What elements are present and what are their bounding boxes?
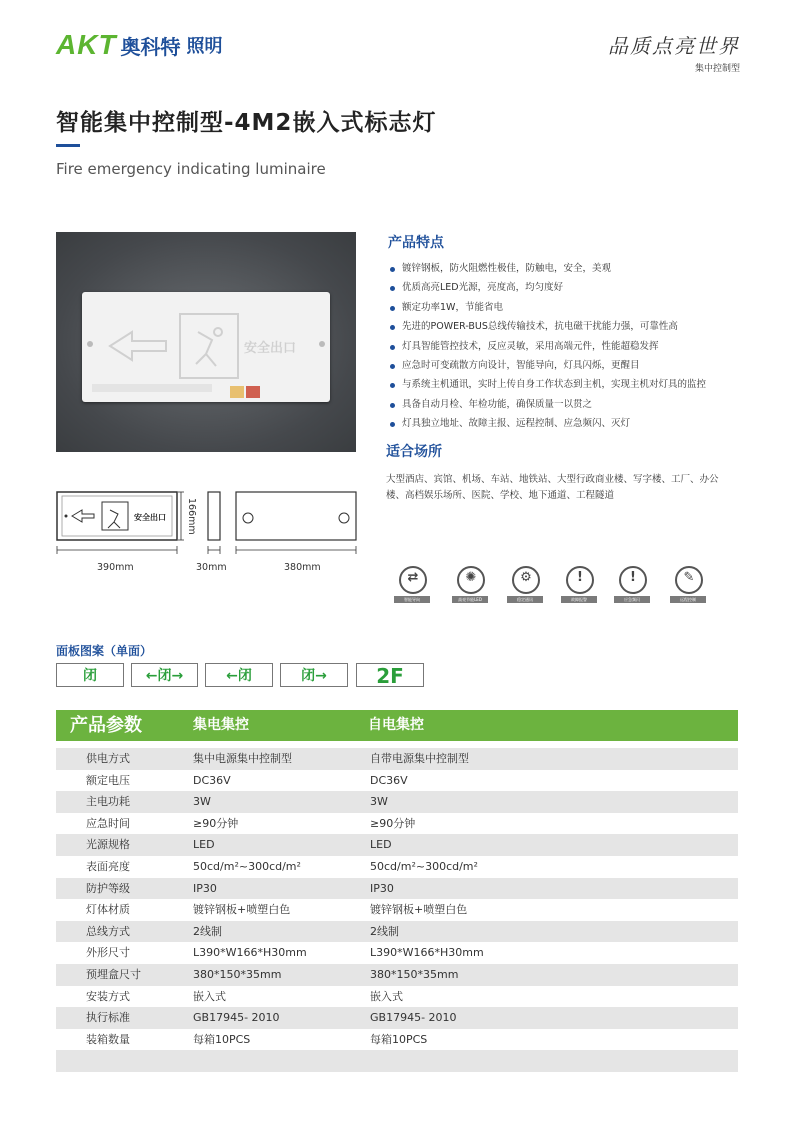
panel-pattern: ←闭 xyxy=(205,663,273,687)
dim-depth: 30mm xyxy=(196,562,227,573)
page-subtitle: Fire emergency indicating luminaire xyxy=(56,160,326,178)
table-row: 安装方式 嵌入式 嵌入式 xyxy=(86,989,403,1003)
table-row: 外形尺寸 L390*W166*H30mm L390*W166*H30mm xyxy=(86,946,484,960)
table-row: 应急时间 ≥90分钟 ≥90分钟 xyxy=(86,816,416,830)
dim-height: 166mm xyxy=(186,498,197,535)
places-text: 大型酒店、宾馆、机场、车站、地铁站、大型行政商业楼、写字楼、工厂、办公楼、高档娱乐场所、医院、学校、地下通道、工程隧道 xyxy=(386,474,719,501)
column-header: 自电集控 xyxy=(368,717,424,733)
slogan-subtext: 集中控制型 xyxy=(694,64,740,74)
page-title: 智能集中控制型-4M2嵌入式标志灯 xyxy=(56,110,437,136)
table-row: 预埋盒尺寸 380*150*35mm 380*150*35mm xyxy=(56,964,738,986)
table-header xyxy=(56,710,738,741)
product-sign-image xyxy=(82,292,330,402)
feature-item: 镀锌钢板，防火阻燃性极佳，防触电，安全，美观 xyxy=(388,259,748,278)
logo-mark: AKT xyxy=(56,29,117,60)
feature-item: 优质高亮LED光源，亮度高，均匀度好 xyxy=(388,278,748,297)
places-heading: 适合场所 xyxy=(386,444,442,460)
feature-item: 与系统主机通讯，实时上传自身工作状态到主机，实现主机对灯具的监控 xyxy=(388,375,748,394)
icon-communication: ⚙ 稳定通讯 xyxy=(507,564,543,604)
table-row: 光源规格 LED LED xyxy=(56,834,738,856)
feature-item: 应急时可变疏散方向设计，智能导向，灯具闪烁，更醒目 xyxy=(388,356,748,375)
feature-item: 具备自动月检、年检功能，确保质量一以贯之 xyxy=(388,395,748,414)
feature-item: 灯具智能管控技术，反应灵敏，采用高端元件，性能超稳发挥 xyxy=(388,337,748,356)
table-row: 装箱数量 每箱10PCS 每箱10PCS xyxy=(86,1032,428,1046)
table-title: 产品参数 xyxy=(70,715,142,736)
icon-remote: ✎ 远程控制 xyxy=(670,564,706,604)
table-row: 额定电压 DC36V DC36V xyxy=(86,773,408,787)
table-row: 供电方式 集中电源集中控制型 自带电源集中控制型 xyxy=(56,748,738,770)
icon-flash: ! 应急频闪 xyxy=(614,564,650,604)
logo-lighting: 照明 xyxy=(186,36,223,57)
panel-pattern: ←闭→ xyxy=(131,663,198,687)
feature-item: 灯具独立地址、故障主报、远程控制、应急频闪、灭灯 xyxy=(388,414,748,433)
slogan-text: 品质点亮世界 xyxy=(608,34,740,58)
features-list xyxy=(388,259,748,434)
table-row: 总线方式 2线制 2线制 xyxy=(56,921,738,943)
panel-pattern: 闭 xyxy=(56,663,124,687)
panel-heading: 面板图案（单面） xyxy=(56,644,153,658)
table-row: 防护等级 IP30 IP30 xyxy=(56,878,738,900)
panel-pattern: 2F xyxy=(356,663,424,687)
dim-box: 380mm xyxy=(284,562,321,573)
table-row: 执行标准 GB17945- 2010 GB17945- 2010 xyxy=(56,1007,738,1029)
icon-fault-alarm: ! 故障报警 xyxy=(561,564,597,604)
table-row: 主电功耗 3W 3W xyxy=(56,791,738,813)
icon-led: ✺ 高亮节能LED xyxy=(452,564,488,604)
icon-smart-guide: ⇄ 智能导向 xyxy=(394,564,430,604)
sign-text: 安全出口 xyxy=(244,341,297,356)
dim-width: 390mm xyxy=(97,562,134,573)
feature-item: 额定功率1W，节能省电 xyxy=(388,298,748,317)
features-heading: 产品特点 xyxy=(388,235,444,251)
table-row: 灯体材质 镀锌钢板+喷塑白色 镀锌钢板+喷塑白色 xyxy=(86,903,468,917)
table-row: 表面亮度 50cd/m²~300cd/m² 50cd/m²~300cd/m² xyxy=(86,860,478,873)
drawing-sign-text: 安全出口 xyxy=(134,513,166,522)
title-underline xyxy=(56,144,80,147)
slogan xyxy=(608,30,740,74)
logo-brand-name: 奥科特 xyxy=(120,34,181,59)
feature-item: 先进的POWER-BUS总线传输技术，抗电磁干扰能力强，可靠性高 xyxy=(388,317,748,336)
brand-logo xyxy=(56,30,223,60)
panel-pattern: 闭→ xyxy=(280,663,348,687)
table-row xyxy=(56,1050,738,1072)
column-header: 集电集控 xyxy=(193,717,249,733)
